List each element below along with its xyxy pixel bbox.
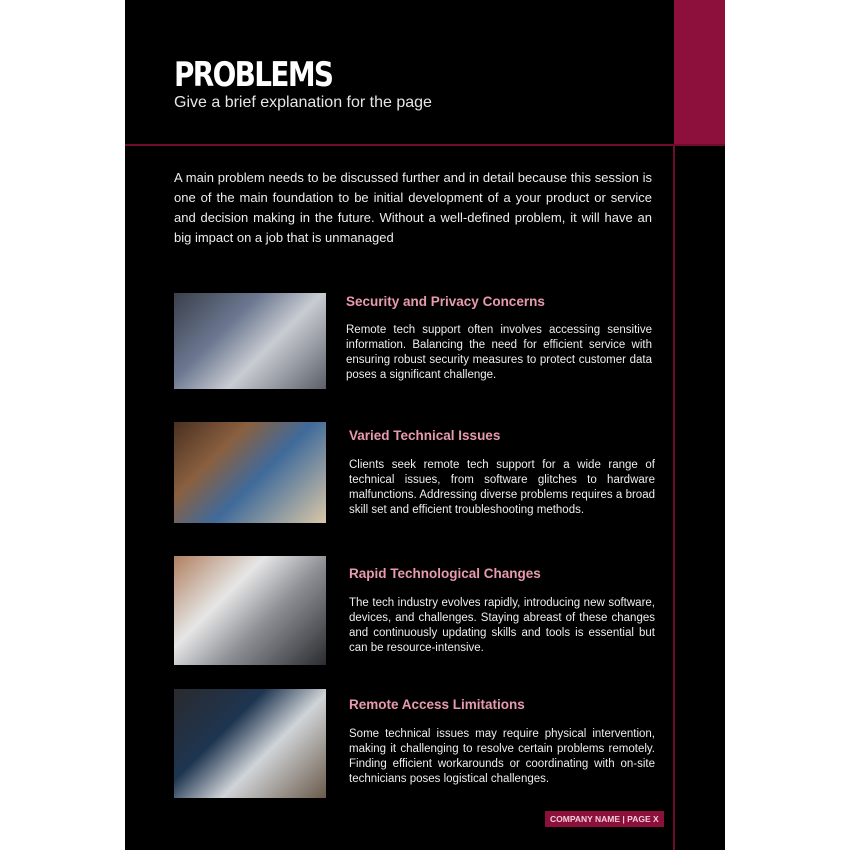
divider-vertical bbox=[673, 145, 675, 850]
accent-block bbox=[674, 0, 725, 145]
support-agent-photo bbox=[174, 422, 326, 523]
item-title: Security and Privacy Concerns bbox=[346, 294, 545, 309]
technician-photo bbox=[174, 689, 326, 798]
footer-page-label: COMPANY NAME | PAGE X bbox=[545, 811, 664, 827]
item-text: The tech industry evolves rapidly, introducing new software, devices, and challenges. Staying abreast of these changes and continuously updating skills and tools is essential but can be resource-intensive. bbox=[349, 597, 655, 654]
item-title: Varied Technical Issues bbox=[349, 428, 501, 443]
item-text: Some technical issues may require physical intervention, making it challenging to resolve certain problems remotely. Finding efficient workarounds or coordinating with on-site technicians poses logistical challenges. bbox=[349, 728, 655, 785]
item-title: Rapid Technological Changes bbox=[349, 566, 541, 581]
divider-horizontal bbox=[125, 144, 725, 146]
intro-paragraph: A main problem needs to be discussed further and in detail because this session is one of the main foundation to be initial development of a your product or service and decision making in the future. Without a well-defined problem, it will have an big impact on a job that is unmanaged bbox=[174, 170, 652, 245]
call-center-photo bbox=[174, 556, 326, 665]
item-text: Remote tech support often involves accessing sensitive information. Balancing the need for efficient service with ensuring robust security measures to protect customer data poses a significant challenge. bbox=[346, 324, 652, 381]
document-page bbox=[125, 0, 725, 850]
item-text: Clients seek remote tech support for a wide range of technical issues, from software glitches to hardware malfunctions. Addressing diverse problems requires a broad skill set and efficient troubleshooting methods. bbox=[349, 459, 655, 516]
item-title: Remote Access Limitations bbox=[349, 697, 525, 712]
support-team-photo bbox=[174, 293, 326, 389]
page-subtitle: Give a brief explanation for the page bbox=[174, 94, 432, 111]
page-title: PROBLEMS bbox=[174, 55, 333, 95]
